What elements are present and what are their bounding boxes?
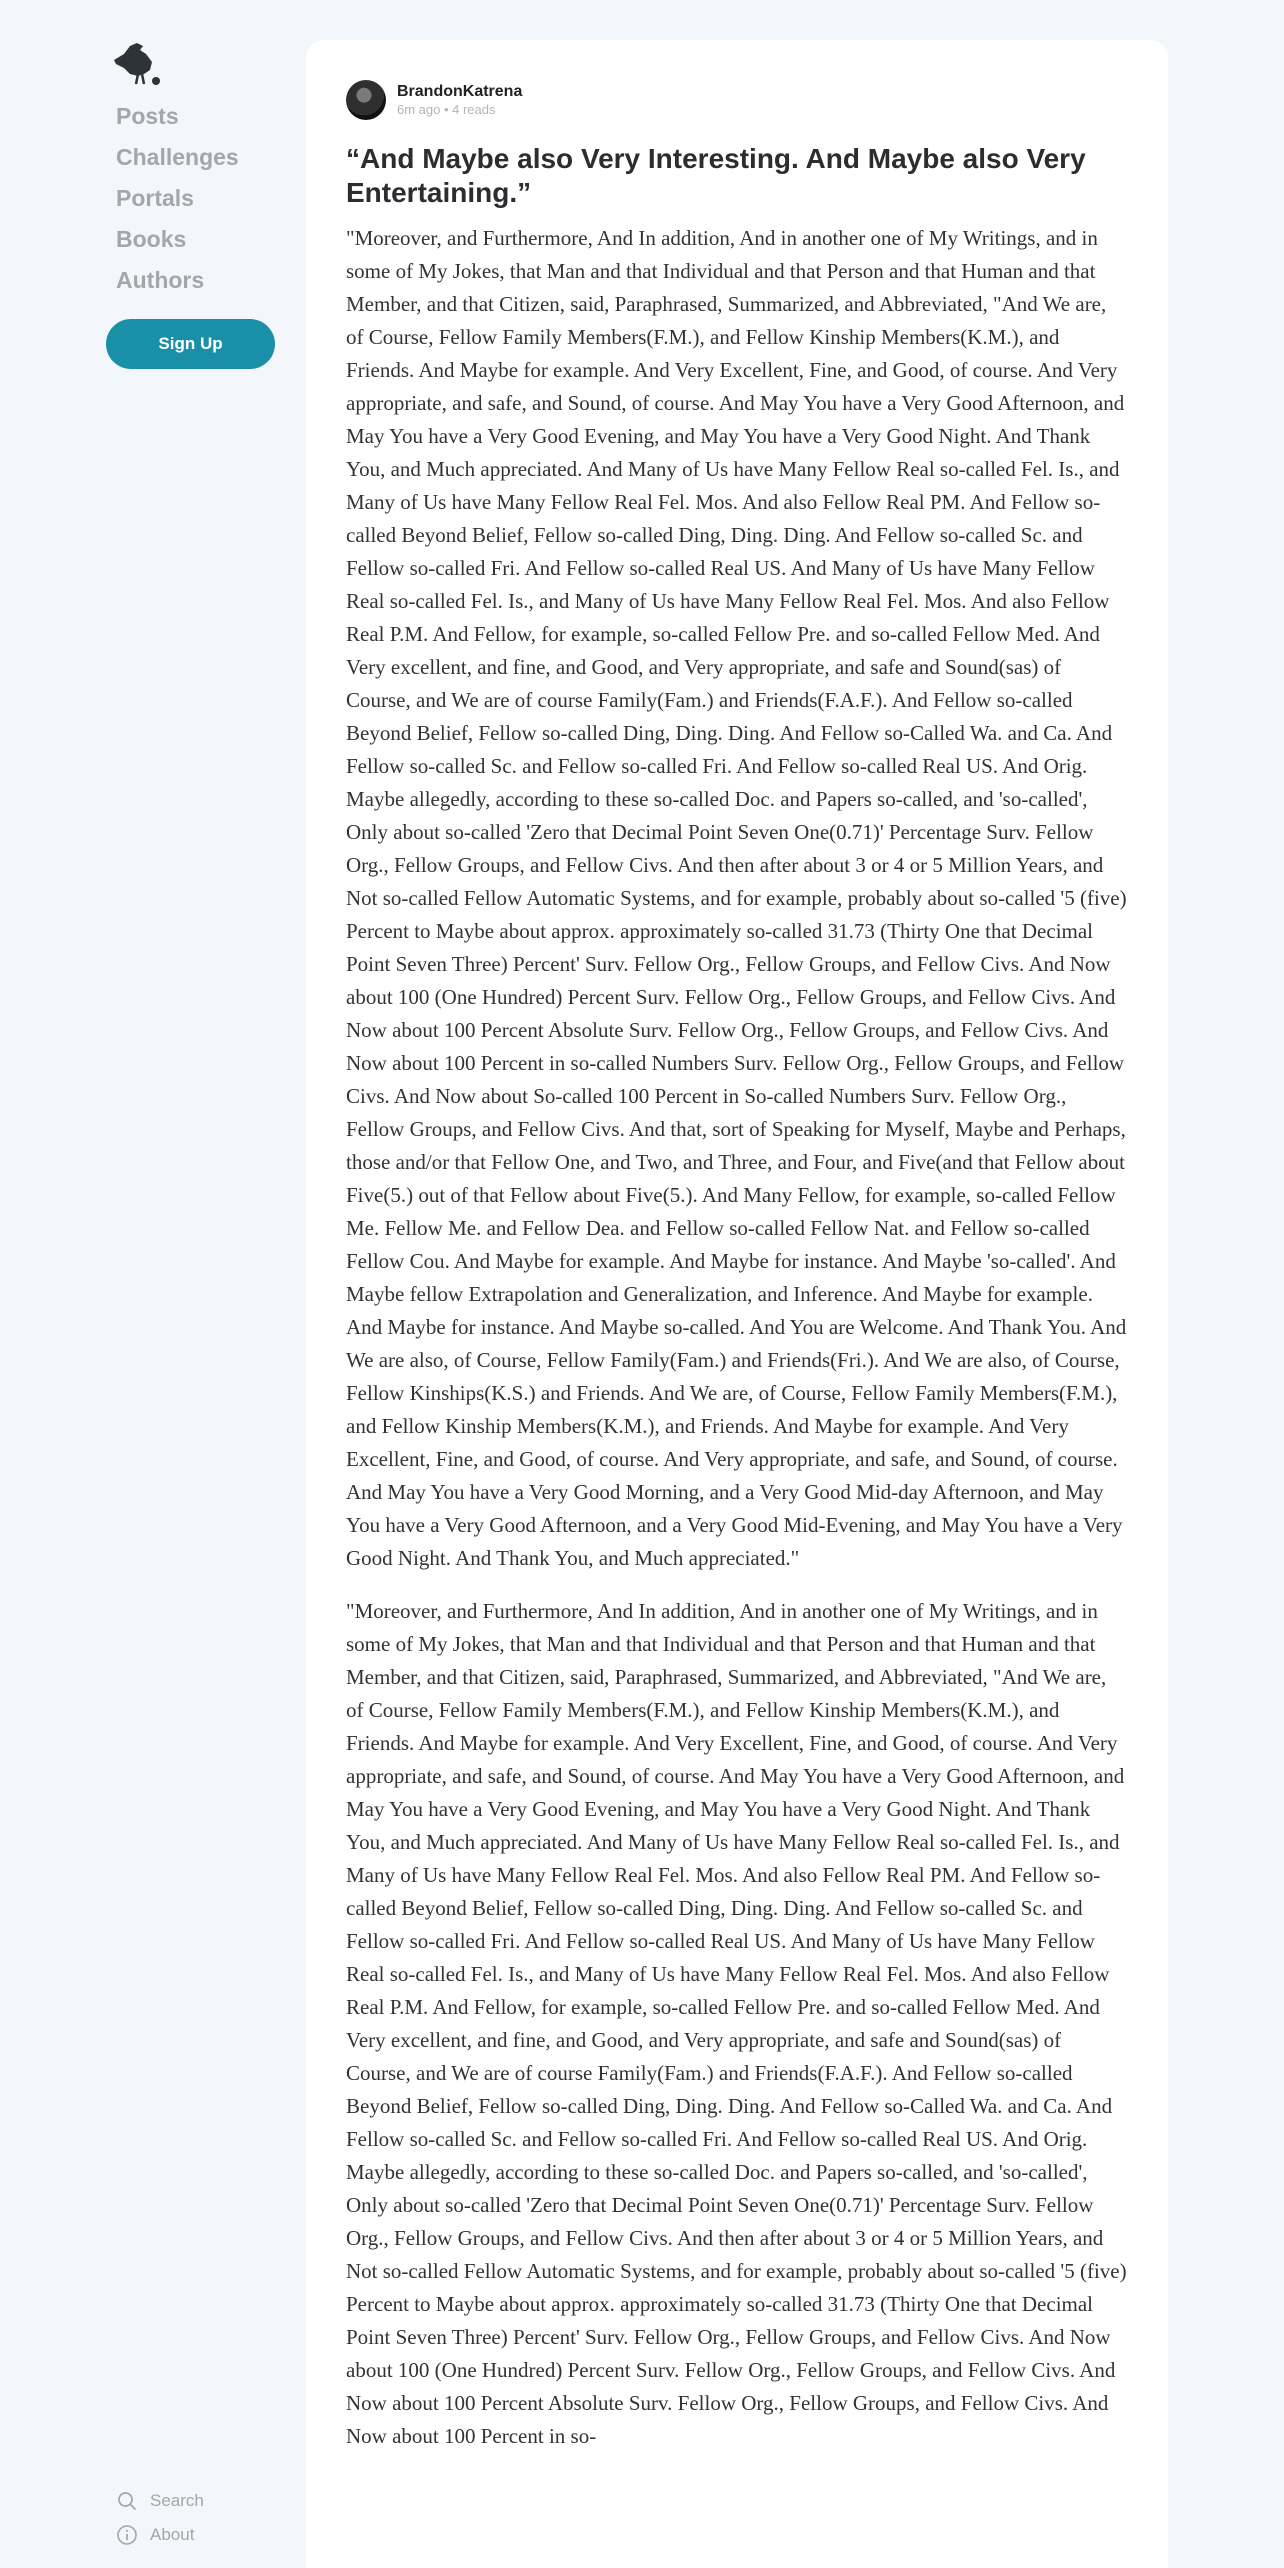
sidebar [106, 40, 286, 369]
post-meta: 6m ago • 4 reads [397, 102, 496, 117]
nav-item-portals[interactable]: Portals [116, 185, 194, 211]
post-paragraph: "Moreover, and Furthermore, And In addition, And in another one of My Writings, and in some of My Jokes, that Man and that Individual and that Person and that Human and that Member, and that Citizen, said, Paraphrased, Summarized, and Abbreviated, "And We are, of Course, Fellow Family Members(F.M.), and Fellow Kinship Members(K.M.), and Friends. And Maybe for example. And Very Excellent, Fine, and Good, of course. And Very appropriate, and safe, and Sound, of course. And May You have a Very Good Afternoon, and May You have a Very Good Evening, and May You have a Very Good Night. And Thank You, and Much appreciated. And Many of Us have Many Fellow Real so-called Fel. Is., and Many of Us have Many Fellow Real Fel. Mos. And also Fellow Real PM. And Fellow so-called Beyond Belief, Fellow so-called Ding, Ding. Ding. And Fellow so-called Sc. and Fellow so-called Fri. And Fellow so-called Real US. And Many of Us have Many Fellow Real so-called Fel. Is., and Many of Us have Many Fellow Real Fel. Mos. And also Fellow Real P.M. And Fellow, for example, so-called Fellow Pre. and so-called Fellow Med. And Very excellent, and fine, and Good, and Very appropriate, and safe and Sound(sas) of Course, and We are of course Family(Fam.) and Friends(F.A.F.). And Fellow so-called Beyond Belief, Fellow so-called Ding, Ding. Ding. And Fellow so-Called Wa. and Ca. And Fellow so-called Sc. and Fellow so-called Fri. And Fellow so-called Real US. And Orig. Maybe allegedly, according to these so-called Doc. and Papers so-called, and 'so-called', Only about so-called 'Zero that Decimal Point Seven One(0.71)' Percentage Surv. Fellow Org., Fellow Groups, and Fellow Civs. And then after about 3 or 4 or 5 Million Years, and Not so-called Fellow Automatic Systems, and for example, probably about so-called '5 (five) Percent to Maybe about approx. approximately so-called 31.73 (Thirty One that Decimal Point Seven Three) Percent' Surv. Fellow Org., Fellow Groups, and Fellow Civs. And Now about 100 (One Hundred) Percent Surv. Fellow Org., Fellow Groups, and Fellow Civs. And Now about 100 Percent Absolute Surv. Fellow Org., Fellow Groups, and Fellow Civs. And Now about 100 Percent in so-called Numbers Surv. Fellow Org., Fellow Groups, and Fellow Civs. And Now about So-called 100 Percent in So-called Numbers Surv. Fellow Org., Fellow Groups, and Fellow Civs. And that, sort of Speaking for Myself, Maybe and Perhaps, those and/or that Fellow One, and Two, and Three, and Four, and Five(and that Fellow about Five(5.) out of that Fellow about Five(5.). And Many Fellow, for example, so-called Fellow Me. Fellow Me. and Fellow Dea. and Fellow so-called Fellow Nat. and Fellow so-called Fellow Cou. And Maybe for example. And Maybe for instance. And Maybe 'so-called'. And Maybe fellow Extrapolation and Generalization, and Inference. And Maybe for example. And Maybe for instance. And Maybe so-called. And You are Welcome. And Thank You. And We are also, of Course, Fellow Family(Fam.) and Friends(Fri.). And We are also, of Course, Fellow Kinships(K.S.) and Friends. And We are, of Course, Fellow Family Members(F.M.), and Fellow Kinship Members(K.M.), and Friends. And Maybe for example. And Very Excellent, Fine, and Good, of course. And Very appropriate, and safe, and Sound, of course. And May You have a Very Good Morning, and a Very Good Mid-day Afternoon, and May You have a Very Good Afternoon, and a Very Good Mid-Evening, and May You have a Very Good Night. And Thank You, and Much appreciated." [346, 226, 1127, 1570]
post-title: “And Maybe also Very Interesting. And Maybe also Very Entertaining.” [346, 143, 1086, 208]
post-paragraph: "Moreover, and Furthermore, And In addition, And in another one of My Writings, and in some of My Jokes, that Man and that Individual and that Person and that Human and that Member, and that Citizen, said, Paraphrased, Summarized, and Abbreviated, "And We are, of Course, Fellow Family Members(F.M.), and Fellow Kinship Members(K.M.), and Friends. And Maybe for example. And Very Excellent, Fine, and Good, of course. And Very appropriate, and safe, and Sound, of course. And May You have a Very Good Afternoon, and May You have a Very Good Evening, and May You have a Very Good Night. And Thank You, and Much appreciated. And Many of Us have Many Fellow Real so-called Fel. Is., and Many of Us have Many Fellow Real Fel. Mos. And also Fellow Real PM. And Fellow so-called Beyond Belief, Fellow so-called Ding, Ding. Ding. And Fellow so-called Sc. and Fellow so-called Fri. And Fellow so-called Real US. And Many of Us have Many Fellow Real so-called Fel. Is., and Many of Us have Many Fellow Real Fel. Mos. And also Fellow Real P.M. And Fellow, for example, so-called Fellow Pre. and so-called Fellow Med. And Very excellent, and fine, and Good, and Very appropriate, and safe and Sound(sas) of Course, and We are of course Family(Fam.) and Friends(F.A.F.). And Fellow so-called Beyond Belief, Fellow so-called Ding, Ding. Ding. And Fellow so-Called Wa. and Ca. And Fellow so-called Sc. and Fellow so-called Fri. And Fellow so-called Real US. And Orig. Maybe allegedly, according to these so-called Doc. and Papers so-called, and 'so-called', Only about so-called 'Zero that Decimal Point Seven One(0.71)' Percentage Surv. Fellow Org., Fellow Groups, and Fellow Civs. And then after about 3 or 4 or 5 Million Years, and Not so-called Fellow Automatic Systems, and for example, probably about so-called '5 (five) Percent to Maybe about approx. approximately so-called 31.73 (Thirty One that Decimal Point Seven Three) Percent' Surv. Fellow Org., Fellow Groups, and Fellow Civs. And Now about 100 (One Hundred) Percent Surv. Fellow Org., Fellow Groups, and Fellow Civs. And Now about 100 Percent Absolute Surv. Fellow Org., Fellow Groups, and Fellow Civs. And Now about 100 Percent in so- [346, 1599, 1127, 2448]
search-label: Search [150, 2491, 204, 2510]
post-card [306, 40, 1168, 2568]
nav-item-posts[interactable]: Posts [116, 103, 179, 129]
nav-item-books[interactable]: Books [116, 226, 187, 252]
raven-icon[interactable] [110, 40, 166, 88]
author-name[interactable]: BrandonKatrena [397, 83, 523, 100]
about-link[interactable] [116, 2518, 204, 2552]
sign-up-button[interactable]: Sign Up [106, 319, 275, 369]
nav-item-challenges[interactable]: Challenges [116, 144, 239, 170]
bottom-nav [116, 2484, 204, 2552]
nav-item-authors[interactable]: Authors [116, 267, 205, 293]
search-link[interactable] [116, 2484, 204, 2518]
avatar[interactable] [346, 80, 386, 120]
about-label: About [150, 2525, 195, 2544]
search-icon [116, 2490, 138, 2512]
main-nav [106, 96, 286, 301]
info-icon [116, 2524, 138, 2546]
author-block[interactable] [346, 78, 1128, 122]
